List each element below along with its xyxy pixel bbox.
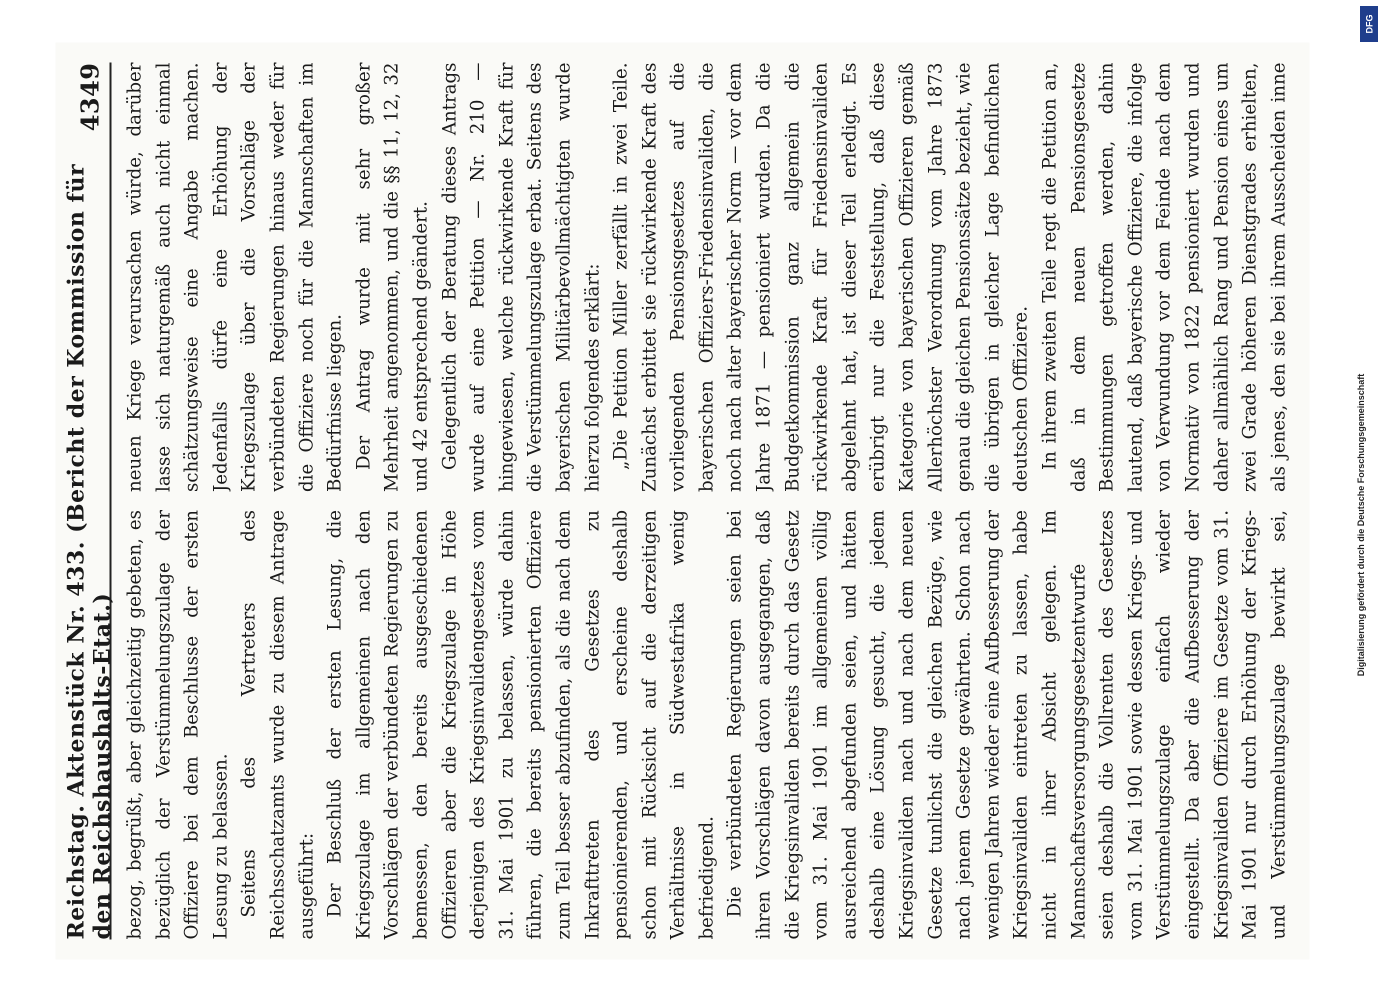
header-title: Reichstag. Aktenstück Nr. 433. (Bericht der Kommission für den Reichshaushalts-Etat.) [63,163,115,939]
paragraph: „Die Petition Miller zerfällt in zwei Teile. Zunächst erbittet sie rückwirkende Kraft des vorliegenden Pensionsgesetzes auf die bayerischen Offiziers-Friedensinvaliden, die noch nach alter bayerischer Norm — vor dem Jahre 1871 — pensioniert wurden. Da die Budgetkommission ganz allgemein die rückwirkende Kraft für Friedensinvaliden abgelehnt hat, ist dieser Teil erledigt. Es erübrigt nur die Feststellung, daß diese Kategorie von bayerischen Offizieren gemäß Allerhöchster Verordnung vom Jahre 1873 genau die gleichen Pensionssätze bezieht, wie die übrigen in gleicher Lage befindlichen deutschen Offiziere. [610,62,1032,492]
scanned-document [55,42,1309,959]
paragraph: Der Antrag wurde mit sehr großer Mehrheit angenommen, und die §§ 11, 12, 32 und 42 entsprechend geändert. [352,62,431,492]
paragraph: Seitens des Vertreters des Reichsschatzamts wurde zu diesem Antrage ausgeführt: [238,509,317,939]
text-column-left [121,510,1291,940]
paragraph: Die verbündeten Regierungen seien bei ihren Vorschlägen davon ausgegangen, daß die Kriegsinvaliden bereits durch das Gesetz vom 31. Mai 1901 im allgemeinen völlig ausreichend abgefunden seien, und hätten deshalb eine Lösung gesucht, die jedem Kriegsinvaliden nach und nach dem neuen Gesetze tunlichst die gleichen Bezüge, wie nach jenem Gesetze gewährten. Schon nach wenigen Jahren wieder eine Aufbesserung der Kriegsinvaliden eintreten zu lassen, habe nicht in ihrer Absicht gelegen. Im Mannschaftsversorgungsgesetzentwurfe seien deshalb die Vollrenten des Gesetzes vom 31. Mai 1901 sowie dessen Kriegs- und Verstümmelungszulage einfach wieder eingestellt. Da aber die Aufbesserung der Kriegsinvaliden Offiziere im Gesetze vom 31. Mai 1901 nur durch Erhöhung der Kriegs- und Verstümmelungszulage bewirkt sei, [724,509,1289,939]
text-columns [121,62,1291,939]
page-header [63,62,115,939]
paragraph: bezog, begrüßt, aber gleichzeitig gebeten, es bezüglich der Verstümmelungszulage der Offiziere bei dem Beschlusse der ersten Lesung zu belassen. [124,509,231,939]
paragraph: neuen Kriege verursachen würde, darüber lasse sich naturgemäß auch nicht einmal schätzungsweise eine Angabe machen. Jedenfalls dürfe eine Erhöhung der Kriegszulage über die Vorschläge der verbündeten Regierungen hinaus weder für die Offiziere noch für die Mannschaften im Bedürfnisse liegen. [124,62,346,492]
digitization-credit: Digitalisierung gefördert durch die Deutsche Forschungsgemeinschaft [1356,373,1366,677]
document-page [55,42,1309,959]
page-number: 4349 [74,62,104,131]
dfg-logo: DFG [1360,6,1378,42]
paragraph: Der Beschluß der ersten Lesung, die Kriegszulage im allgemeinen nach den Vorschlägen der verbündeten Regierungen zu bemessen, den bereits ausgeschiedenen Offizieren aber die Kriegszulage in Höhe derjenigen des Kriegsinvalidengesetzes vom 31. Mai 1901 zu belassen, würde dahin führen, die bereits pensionierten Offiziere zum Teil besser abzufinden, als die nach dem Inkrafttreten des Gesetzes zu pensionierenden, und erscheine deshalb schon mit Rücksicht auf die derzeitigen Verhältnisse in Südwestafrika wenig befriedigend. [324,509,717,939]
text-column-right [121,62,1291,492]
paragraph: In ihrem zweiten Teile regt die Petition an, daß in dem neuen Pensionsgesetze Bestimmungen getroffen werden, dahin lautend, daß bayerische Offiziere, die infolge von Verwundung vor dem Feinde nach dem Normativ von 1822 pensioniert wurden und daher allmählich Rang und Pension eines um zwei Grade höheren Dienstgrades erhielten, als jenes, den sie bei ihrem Ausscheiden inne [1039,62,1289,492]
paragraph: Gelegentlich der Beratung dieses Antrags wurde auf eine Petition — Nr. 210 — hingewiesen, welche rückwirkende Kraft für die Verstümmelungszulage erbat. Seitens des bayerischen Militärbevollmächtigten wurde hierzu folgendes erklärt: [438,62,603,492]
